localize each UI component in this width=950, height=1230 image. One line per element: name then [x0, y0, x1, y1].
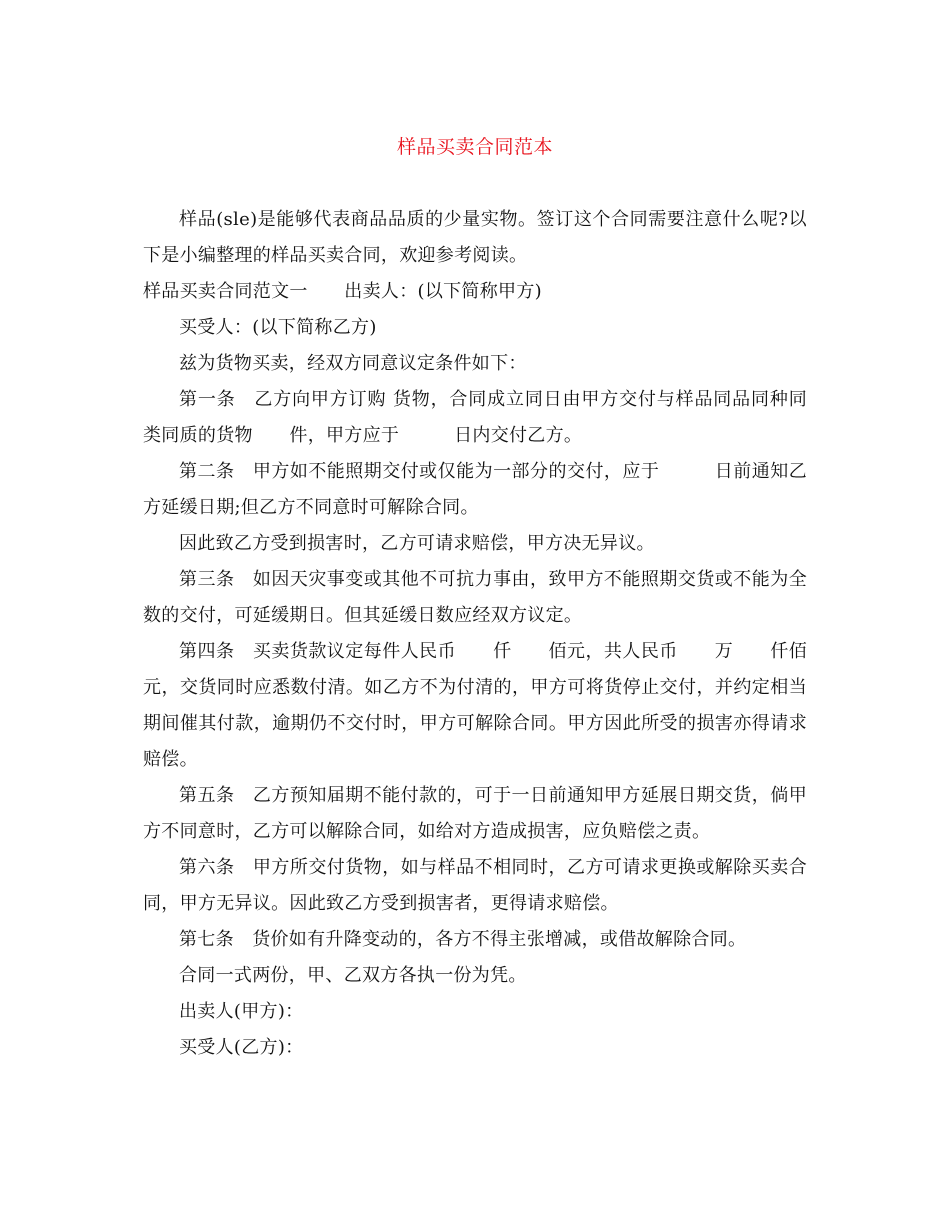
paragraph-article-6: 第六条 甲方所交付货物，如与样品不相同时，乙方可请求更换或解除买卖合同，甲方无异议。因此致乙方受到损害者，更得请求赔偿。 — [143, 857, 807, 914]
paragraph-article-7: 第七条 货价如有升降变动的，各方不得主张增减，或借故解除合同。 — [179, 929, 747, 950]
paragraph-article-5: 第五条 乙方预知届期不能付款的，可于一日前通知甲方延展日期交货，倘甲方不同意时，乙方可以解除合同，如给对方造成损害，应负赔偿之责。 — [143, 785, 807, 842]
paragraph-preamble: 兹为货物买卖，经双方同意议定条件如下： — [179, 353, 527, 374]
paragraph-article-3: 第三条 如因天灾事变或其他不可抗力事由，致甲方不能照期交货或不能为全数的交付，可延缓期日。但其延缓日数应经双方议定。 — [143, 569, 807, 626]
paragraph-article-2: 第二条 甲方如不能照期交付或仅能为一部分的交付，应于 日前通知乙方延缓日期;但乙方不同意时可解除合同。 — [143, 461, 807, 518]
paragraph-article-2-cont: 因此致乙方受到损害时，乙方可请求赔偿，甲方决无异议。 — [179, 533, 655, 554]
paragraph-buyer: 买受人：(以下简称乙方) — [179, 317, 377, 338]
signature-seller: 出卖人(甲方)： — [179, 1001, 304, 1022]
paragraph-copies: 合同一式两份，甲、乙双方各执一份为凭。 — [179, 965, 527, 986]
signature-buyer: 买受人(乙方)： — [179, 1037, 304, 1058]
paragraph-article-4: 第四条 买卖货款议定每件人民币 仟 佰元，共人民币 万 仟佰元，交货同时应悉数付清。如乙方不为付清的，甲方可将货停止交付，并约定相当期间催其付款，逾期仍不交付时，甲方可解除合同。甲方因此所受的损害亦得请求赔偿。 — [143, 641, 807, 770]
document-title: 样品买卖合同范本 — [396, 136, 553, 158]
paragraph-sample-heading: 样品买卖合同范文一 出卖人：(以下简称甲方) — [143, 281, 542, 302]
document-body — [143, 202, 807, 1066]
paragraph-intro: 样品(sle)是能够代表商品品质的少量实物。签订这个合同需要注意什么呢?以下是小编整理的样品买卖合同，欢迎参考阅读。 — [143, 209, 807, 266]
paragraph-article-1: 第一条 乙方向甲方订购 货物，合同成立同日由甲方交付与样品同品同种同类同质的货物 件，甲方应于 日内交付乙方。 — [143, 389, 807, 446]
